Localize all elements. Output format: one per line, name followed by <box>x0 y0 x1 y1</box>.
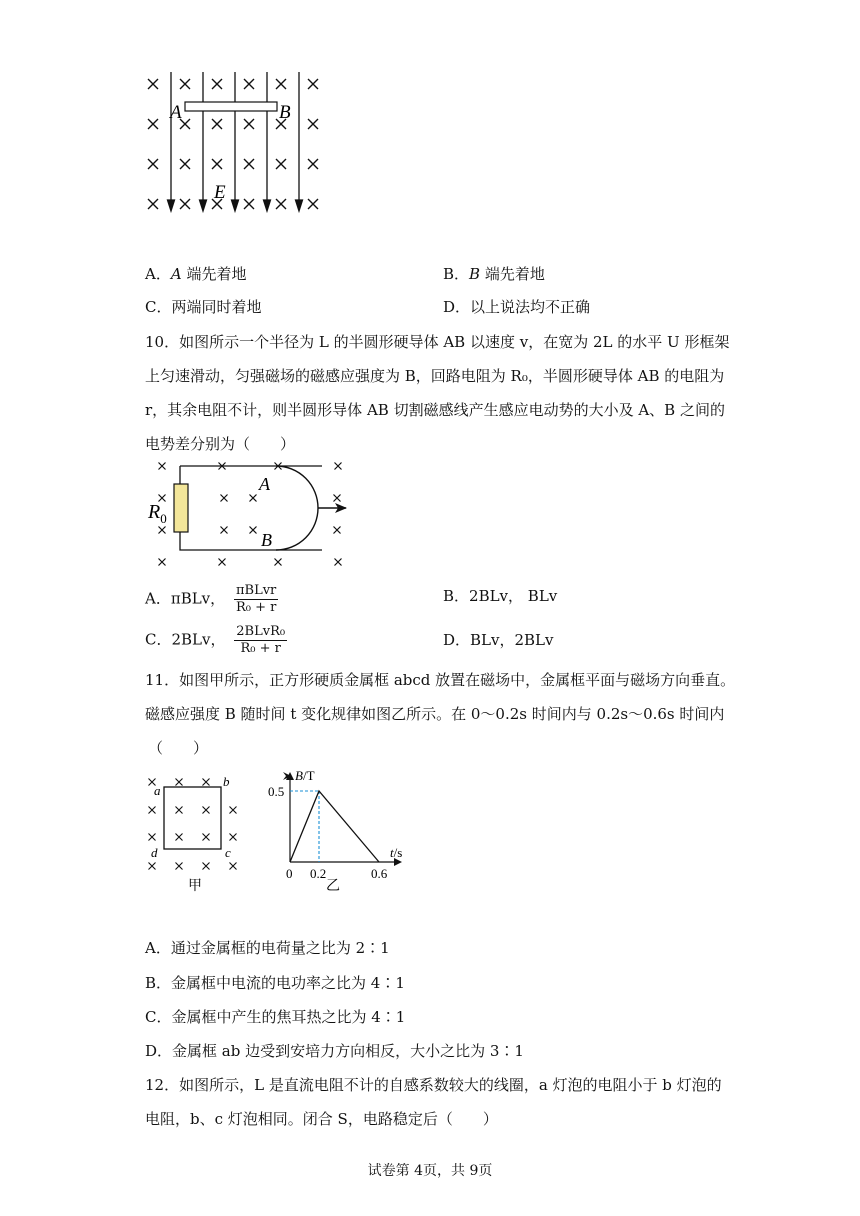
q12-stem-line-1: 12．如图所示，L 是直流电阻不计的自感系数较大的线圈，a 灯泡的电阻小于 b 灯泡的 <box>145 1076 722 1094</box>
point-b-label: B <box>261 530 272 550</box>
field-cross <box>275 559 282 566</box>
field-cross <box>276 159 286 169</box>
u-frame <box>180 466 322 550</box>
field-cross <box>334 527 341 534</box>
rod-ab <box>185 102 277 111</box>
field-cross <box>149 863 156 870</box>
q11-option-c[interactable]: C．金属框中产生的焦耳热之比为 4∶1 <box>145 1008 406 1026</box>
field-cross <box>250 527 257 534</box>
field-cross <box>176 834 183 841</box>
q9-option-c[interactable]: C．两端同时着地 <box>145 298 262 316</box>
q10-u-frame-figure <box>140 456 360 576</box>
q12-stem-line-2: 电阻，b、c 灯泡相同。闭合 S，电路稳定后（ ） <box>145 1110 498 1128</box>
r0-label: $R_0$ <box>148 501 167 526</box>
q10-option-b[interactable]: B．2BLv， BLv <box>443 587 558 605</box>
field-cross <box>180 199 190 209</box>
resistor-r0 <box>174 484 188 532</box>
q10-stem-line-3: r，其余电阻不计，则半圆形导体 AB 切割磁感线产生感应电动势的大小及 A、B 之间的 <box>145 401 725 419</box>
magnetic-field-crosses <box>148 79 318 209</box>
field-cross <box>212 159 222 169</box>
rod-label-a: A <box>170 102 182 123</box>
electric-field-lines <box>168 72 303 211</box>
q10-option-c[interactable]: C．2BLv， $\frac{\text{2BLvR₀}}{\text{R₀ + r}}$ <box>145 624 286 656</box>
field-cross <box>149 807 156 814</box>
x-tick-02: 0.2 <box>310 866 327 881</box>
field-cross <box>335 463 342 470</box>
field-line-arrowhead <box>232 200 239 211</box>
field-cross <box>221 495 228 502</box>
field-cross <box>308 79 318 89</box>
caption-jia: 甲 <box>188 879 202 894</box>
q9-option-b[interactable]: B．B 端先着地 <box>443 265 545 283</box>
semicircle-conductor-ab <box>276 466 318 550</box>
y-axis-label: B/T <box>295 768 315 783</box>
field-cross <box>148 79 158 89</box>
vertex-b: b <box>223 774 230 789</box>
field-cross <box>180 159 190 169</box>
field-cross <box>230 807 237 814</box>
field-cross <box>148 199 158 209</box>
q11-option-b[interactable]: B．金属框中电流的电功率之比为 4∶1 <box>145 974 405 992</box>
field-label-e: E <box>214 182 226 203</box>
field-cross <box>212 79 222 89</box>
vertex-c: c <box>225 845 231 860</box>
q10-option-a[interactable]: A．πBLv， $\frac{\text{πBLvr}}{\text{R₀ + r}}$ <box>145 583 277 615</box>
magnetic-field-crosses <box>149 779 237 870</box>
field-cross <box>203 863 210 870</box>
field-cross <box>203 779 210 786</box>
q10-stem-line-2: 上匀速滑动，匀强磁场的磁感应强度为 B，回路电阻为 R₀，半圆形硬导体 AB 的电阻为 <box>145 367 725 385</box>
field-line-arrowhead <box>296 200 303 211</box>
b-t-curve <box>290 791 379 862</box>
field-cross <box>308 199 318 209</box>
q11-option-a[interactable]: A．通过金属框的电荷量之比为 2∶1 <box>145 939 390 957</box>
q11-stem-line-3: （ ） <box>148 739 209 757</box>
field-cross <box>334 495 341 502</box>
field-cross <box>276 199 286 209</box>
field-line-arrowhead <box>200 200 207 211</box>
y-tick-05: 0.5 <box>268 784 285 799</box>
field-cross <box>148 119 158 129</box>
q10-stem-line-4: 电势差分别为（ ） <box>145 435 296 453</box>
field-cross <box>230 834 237 841</box>
field-cross <box>308 159 318 169</box>
q9-option-d[interactable]: D．以上说法均不正确 <box>443 298 591 316</box>
field-cross <box>159 527 166 534</box>
field-cross <box>212 119 222 129</box>
q11-figure-yi <box>262 768 412 893</box>
vertex-a: a <box>154 783 161 798</box>
q10-option-d[interactable]: D．BLv，2BLv <box>443 631 554 649</box>
field-cross <box>250 495 257 502</box>
field-cross <box>221 527 228 534</box>
q10-option-a-fraction: $\frac{\text{πBLvr}}{\text{R₀ + r}}$ <box>235 583 277 615</box>
field-cross <box>308 119 318 129</box>
field-cross <box>159 559 166 566</box>
q10-stem-line-1: 10．如图所示一个半径为 L 的半圆形硬导体 AB 以速度 v，在宽为 2L 的水平 U 形框架 <box>145 333 730 351</box>
field-cross <box>244 119 254 129</box>
field-cross <box>148 159 158 169</box>
x-tick-06: 0.6 <box>371 866 388 881</box>
field-line-arrowhead <box>168 200 175 211</box>
field-line-arrowhead <box>264 200 271 211</box>
field-cross <box>244 159 254 169</box>
x-tick-0: 0 <box>286 866 293 881</box>
field-cross <box>219 559 226 566</box>
caption-yi: 乙 <box>326 879 340 893</box>
field-cross <box>335 559 342 566</box>
field-cross <box>203 807 210 814</box>
field-cross <box>244 199 254 209</box>
field-cross <box>159 463 166 470</box>
q11-figure-jia <box>140 770 250 895</box>
vertex-d: d <box>151 845 158 860</box>
page-footer: 试卷第 4页，共 9页 <box>367 1163 493 1179</box>
point-a-label: A <box>259 474 270 494</box>
field-cross <box>176 863 183 870</box>
field-cross <box>176 807 183 814</box>
field-cross <box>244 79 254 89</box>
square-frame-abcd <box>164 787 221 849</box>
rod-label-b: B <box>279 102 291 123</box>
field-cross <box>230 863 237 870</box>
x-axis-label: t/s <box>390 845 403 860</box>
field-cross <box>203 834 210 841</box>
q9-field-figure <box>140 70 340 220</box>
field-cross <box>276 79 286 89</box>
q11-stem-line-2: 磁感应强度 B 随时间 t 变化规律如图乙所示。在 0～0.2s 时间内与 0.2s～0.6s 时间内 <box>145 705 725 723</box>
field-cross <box>180 79 190 89</box>
field-cross <box>149 834 156 841</box>
q11-option-d[interactable]: D．金属框 ab 边受到安培力方向相反，大小之比为 3∶1 <box>145 1042 524 1060</box>
q9-option-a[interactable]: A．A 端先着地 <box>145 265 247 283</box>
q10-option-c-fraction: $\frac{\text{2BLvR₀}}{\text{R₀ + r}}$ <box>236 624 286 656</box>
field-cross <box>176 779 183 786</box>
q11-stem-line-1: 11．如图甲所示，正方形硬质金属框 abcd 放置在磁场中，金属框平面与磁场方向垂直。 <box>145 671 736 689</box>
